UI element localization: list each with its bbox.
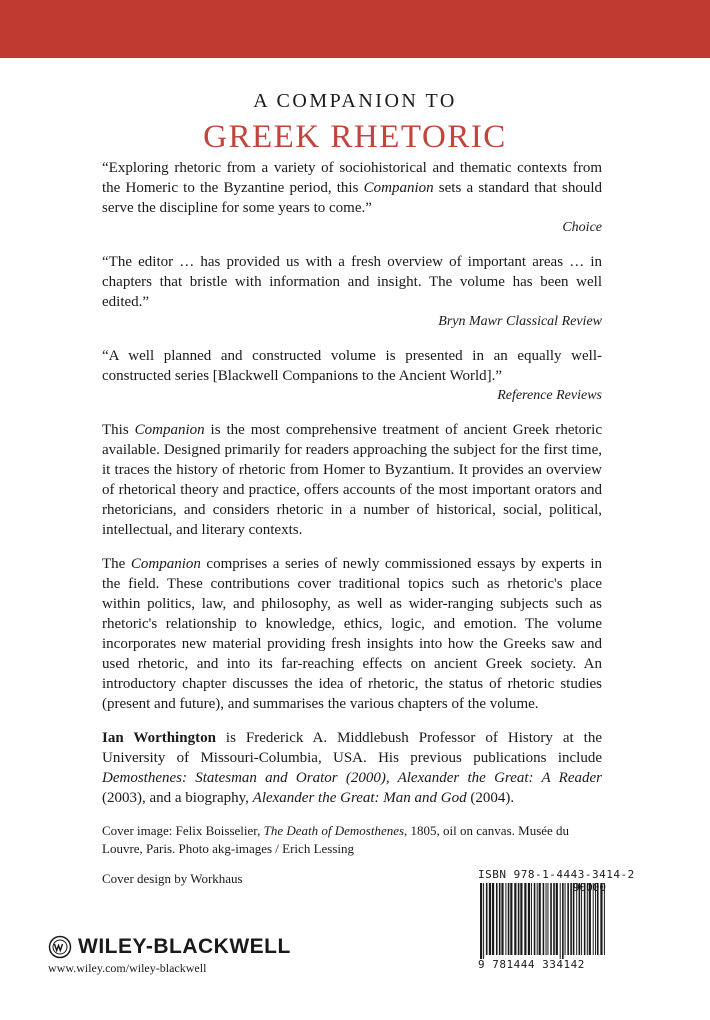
barcode-bar: [539, 883, 541, 955]
barcode-bar: [524, 883, 526, 955]
barcode-bar: [492, 883, 494, 955]
book-title: [0, 88, 710, 156]
barcode-bar: [520, 883, 522, 955]
barcode-bar: [567, 883, 569, 955]
barcode-bar: [518, 883, 520, 955]
top-color-band: [0, 0, 710, 58]
barcode-bar: [505, 883, 506, 955]
barcode-bar: [562, 883, 564, 959]
barcode-bar: [546, 883, 547, 955]
barcode-bar: [483, 883, 484, 959]
back-cover-text: [102, 158, 602, 900]
barcode-bar: [543, 883, 545, 955]
review-quote: [102, 158, 602, 238]
wiley-blackwell-logo-icon: [48, 935, 72, 959]
review-quotes: [102, 158, 602, 406]
review-quote: [102, 346, 602, 406]
review-text: “The editor … has provided us with a fresh overview of important areas … in chapters that bristle with information and insight. The volume has been well edited.”: [102, 254, 602, 310]
barcode-bar: [514, 883, 516, 955]
review-source: Choice: [562, 220, 602, 235]
ean-digits: 9 781444 334142: [478, 958, 585, 971]
barcode-bar: [570, 883, 572, 955]
barcode-bar: [508, 883, 510, 955]
cover-design-credit: Cover design by Workhaus: [102, 871, 243, 886]
title-line-2: GREEK RHETORIC: [203, 119, 507, 155]
barcode-bar: [553, 883, 555, 955]
barcode-bar: [556, 883, 558, 955]
review-quote: [102, 252, 602, 332]
barcode-bar: [531, 883, 532, 955]
barcode-bar: [496, 883, 498, 955]
publisher-url[interactable]: www.wiley.com/wiley-blackwell: [48, 961, 207, 975]
barcode-bar: [486, 883, 488, 955]
title-line-1: A COMPANION TO: [253, 90, 457, 112]
barcode-bar: [550, 883, 552, 955]
barcode-bar: [547, 883, 548, 955]
publisher-name: WILEY-BLACKWELL: [78, 935, 291, 958]
cover-image-credit: Cover image: Felix Boisselier, The Death of Demosthenes, 1805, oil on canvas. Musée du Louvre, Paris. Photo akg-images / Erich Lessing: [102, 823, 570, 856]
barcode-bar: [565, 883, 566, 955]
review-source: Bryn Mawr Classical Review: [438, 314, 602, 329]
barcode-bar: [534, 883, 536, 955]
review-text: “A well planned and constructed volume is presented in an equally well-constructed series [Blackwell Companions to the Ancient World].”: [102, 348, 602, 384]
barcode-bar: [510, 883, 512, 955]
barcode-bar: [528, 883, 530, 955]
barcode-bar: [499, 883, 501, 955]
publisher-logo: [48, 935, 291, 959]
barcode-bar: [560, 883, 561, 959]
author-bio: Ian Worthington is Frederick A. Middlebush Professor of History at the University of Missouri-Columbia, USA. His previous publications include Demosthenes: Statesman and Orator (2000), Alexander the Great: A Reader (2003), and a biography, Alexander the Great: Man and God (2004).: [102, 730, 602, 806]
isbn-number: ISBN 978-1-4443-3414-2: [478, 868, 635, 881]
price-code: 90000: [572, 881, 606, 894]
description-paragraph: The Companion comprises a series of newly commissioned essays by experts in the field. These contributions cover traditional topics such as rhetoric's place within politics, law, and philosophy, as well as wider-ranging subjects such as rhetoric's relationship to knowledge, ethics, logic, and emotion. The volume incorporates new material providing fresh insights into how the Greeks saw and used rhetoric, and into its far-reaching effects on ancient Greek society. An introductory chapter discusses the idea of rhetoric, the status of rhetoric studies (present and future), and summarises the various chapters of the volume.: [102, 556, 602, 712]
barcode-bar: [489, 883, 491, 955]
isbn-barcode: [478, 868, 635, 971]
barcode-bar: [501, 883, 503, 955]
description-paragraph: This Companion is the most comprehensive treatment of ancient Greek rhetoric available. Designed primarily for readers approaching the subject for the first time, it traces the history of rhetoric from Homer to Byzantium. It provides an overview of rhetorical theory and practice, offers accounts of the most important orators and rhetoricians, and considers rhetoric in a number of historical, social, political, intellectual, and literary contexts.: [102, 422, 603, 538]
review-source: Reference Reviews: [497, 388, 602, 403]
barcode-bars: [478, 883, 606, 959]
publisher-block: [48, 935, 291, 976]
review-text: “Exploring rhetoric from a variety of sociohistorical and thematic contexts from the Homeric to the Byzantine period, this Companion sets a standard that should serve the discipline for some years to come.”: [102, 160, 602, 216]
barcode-bar: [537, 883, 538, 955]
barcode-bar: [480, 883, 482, 959]
